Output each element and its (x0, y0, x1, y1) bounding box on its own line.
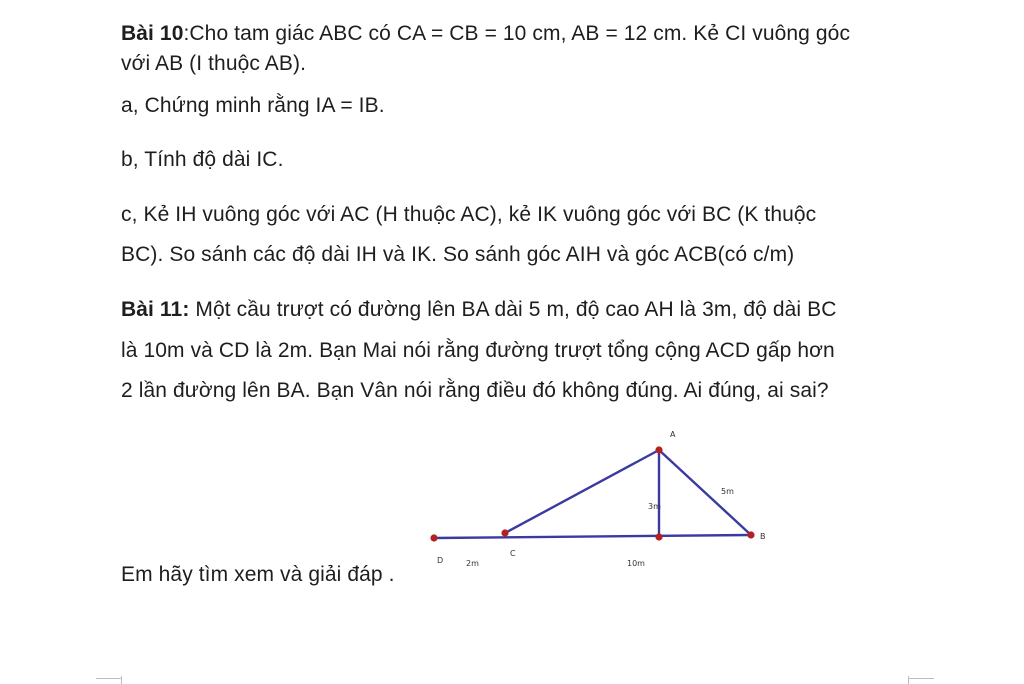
bai10-part-b: b, Tính độ dài IC. (121, 148, 284, 171)
bai10-part-c-line-1: c, Kẻ IH vuông góc với AC (H thuộc AC), kẻ IK vuông góc với BC (K thuộc (121, 203, 817, 226)
page-corner-mark-right (908, 678, 934, 679)
label-bc-length: 10m (627, 559, 645, 568)
segment-ab (659, 450, 751, 535)
bai10-title: Bài 10 (121, 22, 184, 45)
point-a (655, 446, 662, 453)
point-b (747, 531, 754, 538)
label-c: C (510, 549, 516, 558)
bai10-line-2: với AB (I thuộc AB). (121, 52, 307, 75)
segment-db (434, 535, 751, 538)
label-cd-length: 2m (466, 559, 479, 568)
segment-ca (505, 450, 659, 533)
bai10-text-1: :Cho tam giác ABC có CA = CB = 10 cm, AB = 12 cm. Kẻ CI vuông góc (183, 22, 851, 45)
point-c (501, 529, 508, 536)
bai10-part-a: a, Chứng minh rằng IA = IB. (121, 94, 385, 117)
page-corner-tick-left (121, 676, 122, 684)
label-a: A (670, 430, 676, 439)
page-corner-tick-right (908, 676, 909, 684)
label-ah-length: 3m (648, 502, 661, 511)
page-corner-mark-left (96, 678, 122, 679)
label-ab-length: 5m (721, 487, 734, 496)
bai11-line-3: 2 lần đường lên BA. Bạn Vân nói rằng điều đó không đúng. Ai đúng, ai sai? (121, 379, 829, 402)
bai11-line-2: là 10m và CD là 2m. Bạn Mai nói rằng đường trượt tổng cộng ACD gấp hơn (121, 339, 835, 362)
bai11-title: Bài 11: (121, 298, 190, 321)
point-h (655, 533, 662, 540)
bai11-closing: Em hãy tìm xem và giải đáp . (121, 563, 395, 586)
label-d: D (437, 556, 444, 565)
bai10-part-c-line-2: BC). So sánh các độ dài IH và IK. So sánh góc AIH và góc ACB(có c/m) (121, 243, 795, 266)
label-b: B (760, 532, 766, 541)
point-d (430, 534, 437, 541)
bai11-text-1: Một cầu trượt có đường lên BA dài 5 m, độ cao AH là 3m, độ dài BC (189, 298, 837, 321)
